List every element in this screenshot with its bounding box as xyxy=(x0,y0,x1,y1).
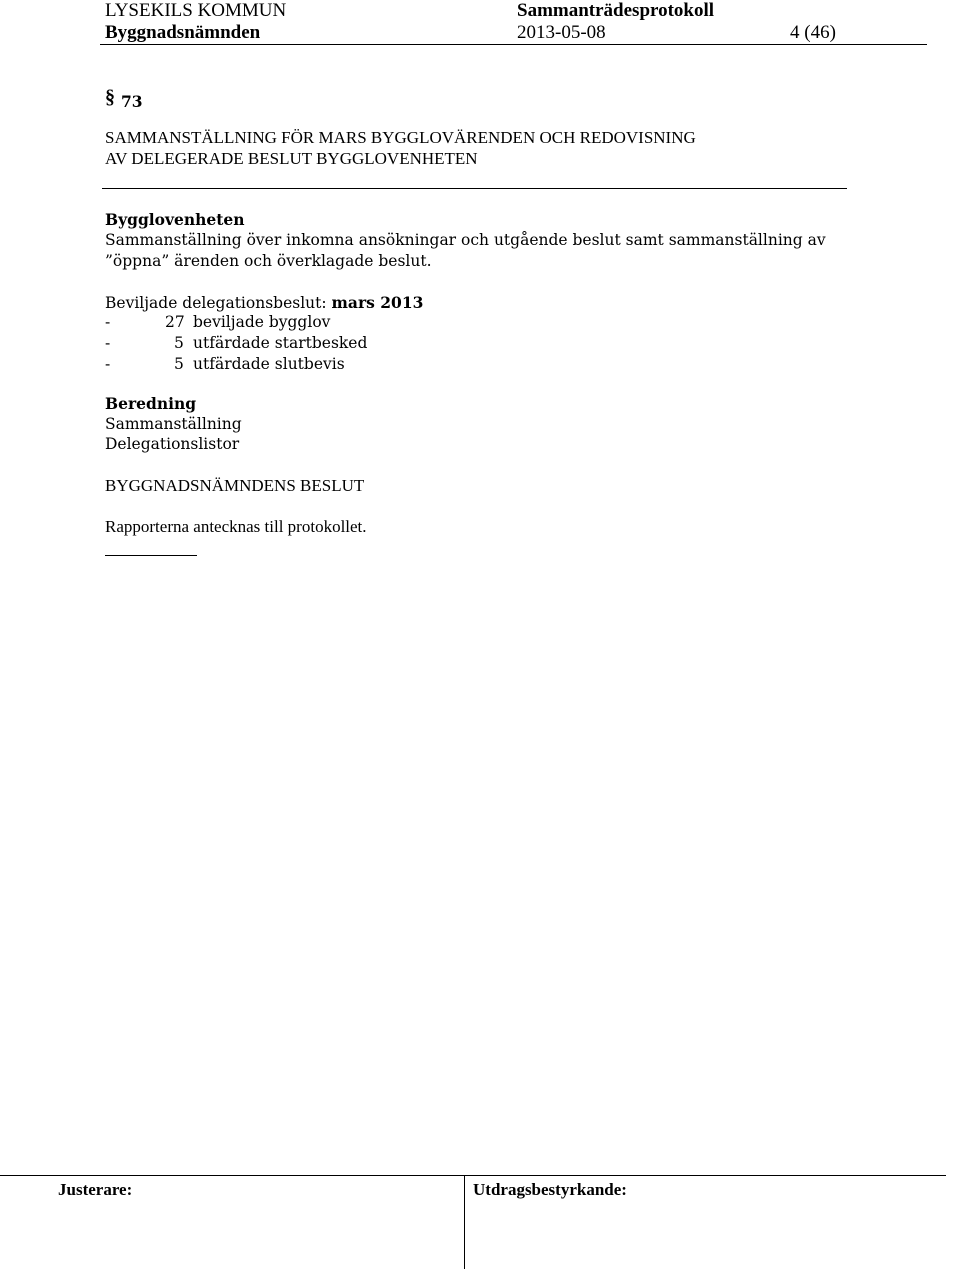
list-text: utfärdade startbesked xyxy=(193,334,368,352)
section-title-line-2: AV DELEGERADE BESLUT BYGGLOVENHETEN xyxy=(105,149,478,168)
preparation-item: Delegationslistor xyxy=(105,435,240,453)
list-text: utfärdade slutbevis xyxy=(193,355,345,373)
title-divider xyxy=(102,188,847,189)
list-count: 5 xyxy=(174,355,184,373)
unit-heading: Bygglovenheten xyxy=(105,210,245,229)
header-divider xyxy=(100,44,927,45)
list-dash: - xyxy=(105,313,111,331)
list-dash: - xyxy=(105,355,111,373)
adjuster-label: Justerare: xyxy=(58,1180,133,1199)
decision-heading: BYGGNADSNÄMNDENS BESLUT xyxy=(105,476,365,495)
list-count: 27 xyxy=(165,313,185,331)
description-line-2: ”öppna” ärenden och överklagade beslut. xyxy=(105,252,432,270)
list-dash: - xyxy=(105,334,111,352)
meeting-date: 2013-05-08 xyxy=(517,22,606,43)
municipality-name: LYSEKILS KOMMUN xyxy=(105,0,287,21)
approved-decisions-line xyxy=(105,293,423,312)
section-symbol: § xyxy=(105,86,115,108)
description-line-1: Sammanställning över inkomna ansökningar och utgående beslut samt sammanställning av xyxy=(105,231,826,249)
approved-label: Beviljade delegationsbeslut: xyxy=(105,294,332,312)
section-title-line-1: SAMMANSTÄLLNING FÖR MARS BYGGLOVÄRENDEN OCH REDOVISNING xyxy=(105,128,696,147)
preparation-heading: Beredning xyxy=(105,394,197,413)
document-type: Sammanträdesprotokoll xyxy=(517,0,715,21)
footer-column-divider xyxy=(464,1175,465,1269)
section-number: 73 xyxy=(121,92,143,111)
end-rule xyxy=(105,555,197,556)
preparation-item: Sammanställning xyxy=(105,415,242,433)
approved-period: mars 2013 xyxy=(331,293,424,312)
decision-text: Rapporterna antecknas till protokollet. xyxy=(105,517,367,536)
page-number: 4 (46) xyxy=(790,22,836,43)
footer-divider xyxy=(0,1175,946,1176)
certifier-label: Utdragsbestyrkande: xyxy=(473,1180,627,1199)
committee-name: Byggnadsnämnden xyxy=(105,22,261,43)
list-text: beviljade bygglov xyxy=(193,313,331,331)
list-count: 5 xyxy=(174,334,184,352)
